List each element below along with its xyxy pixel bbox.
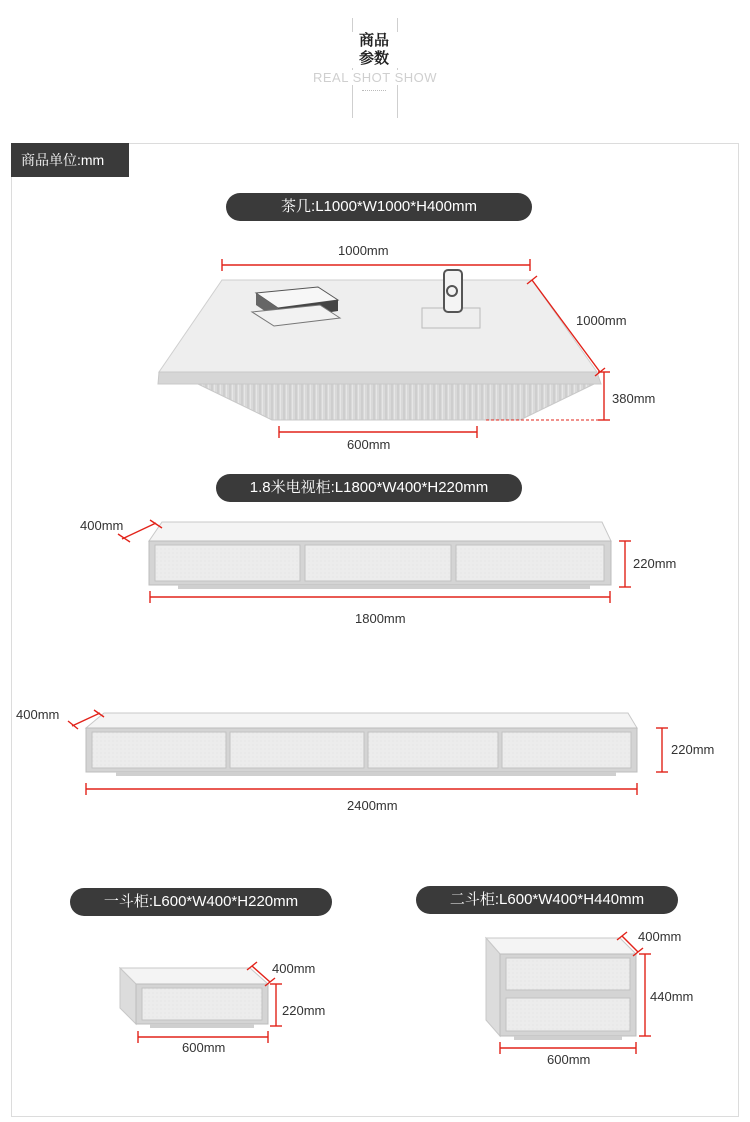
tv-cabinet-24-drawing <box>86 713 637 776</box>
tv-cabinet-18-label: 1.8米电视柜:L1800*W400*H220mm <box>216 474 522 502</box>
coffee-table-base-length: 600mm <box>347 437 391 452</box>
two-drawer-depth: 400mm <box>638 929 682 944</box>
tv-18-depth: 400mm <box>80 518 124 533</box>
two-drawer-height: 440mm <box>650 989 694 1004</box>
coffee-table-depth: 1000mm <box>576 313 627 328</box>
tv-18-length: 1800mm <box>355 611 406 626</box>
coffee-table-label: 茶几:L1000*W1000*H400mm <box>226 193 532 221</box>
one-drawer-label: 一斗柜:L600*W400*H220mm <box>70 888 332 916</box>
header-title-line1: 商品 <box>358 32 389 49</box>
header-title-line2: 参数 <box>358 50 389 67</box>
coffee-table-top-length: 1000mm <box>338 243 389 258</box>
one-drawer-length: 600mm <box>182 1040 226 1055</box>
tv-24-height: 220mm <box>671 742 715 757</box>
two-drawer-label: 二斗柜:L600*W400*H440mm <box>416 886 678 914</box>
header-subtitle: REAL SHOT SHOW <box>290 70 460 85</box>
unit-tab: 商品单位:mm <box>11 143 129 177</box>
one-drawer-depth: 400mm <box>272 961 316 976</box>
tv-24-length: 2400mm <box>347 798 398 813</box>
tv-cabinet-18-drawing <box>149 522 611 589</box>
tv-18-height: 220mm <box>633 556 677 571</box>
one-drawer-drawing <box>120 968 268 1028</box>
one-drawer-height: 220mm <box>282 1003 326 1018</box>
coffee-table-drawing <box>158 270 601 420</box>
coffee-table-height: 380mm <box>612 391 656 406</box>
two-drawer-length: 600mm <box>547 1052 591 1067</box>
two-drawer-drawing <box>486 938 636 1040</box>
tv-24-depth: 400mm <box>16 707 60 722</box>
